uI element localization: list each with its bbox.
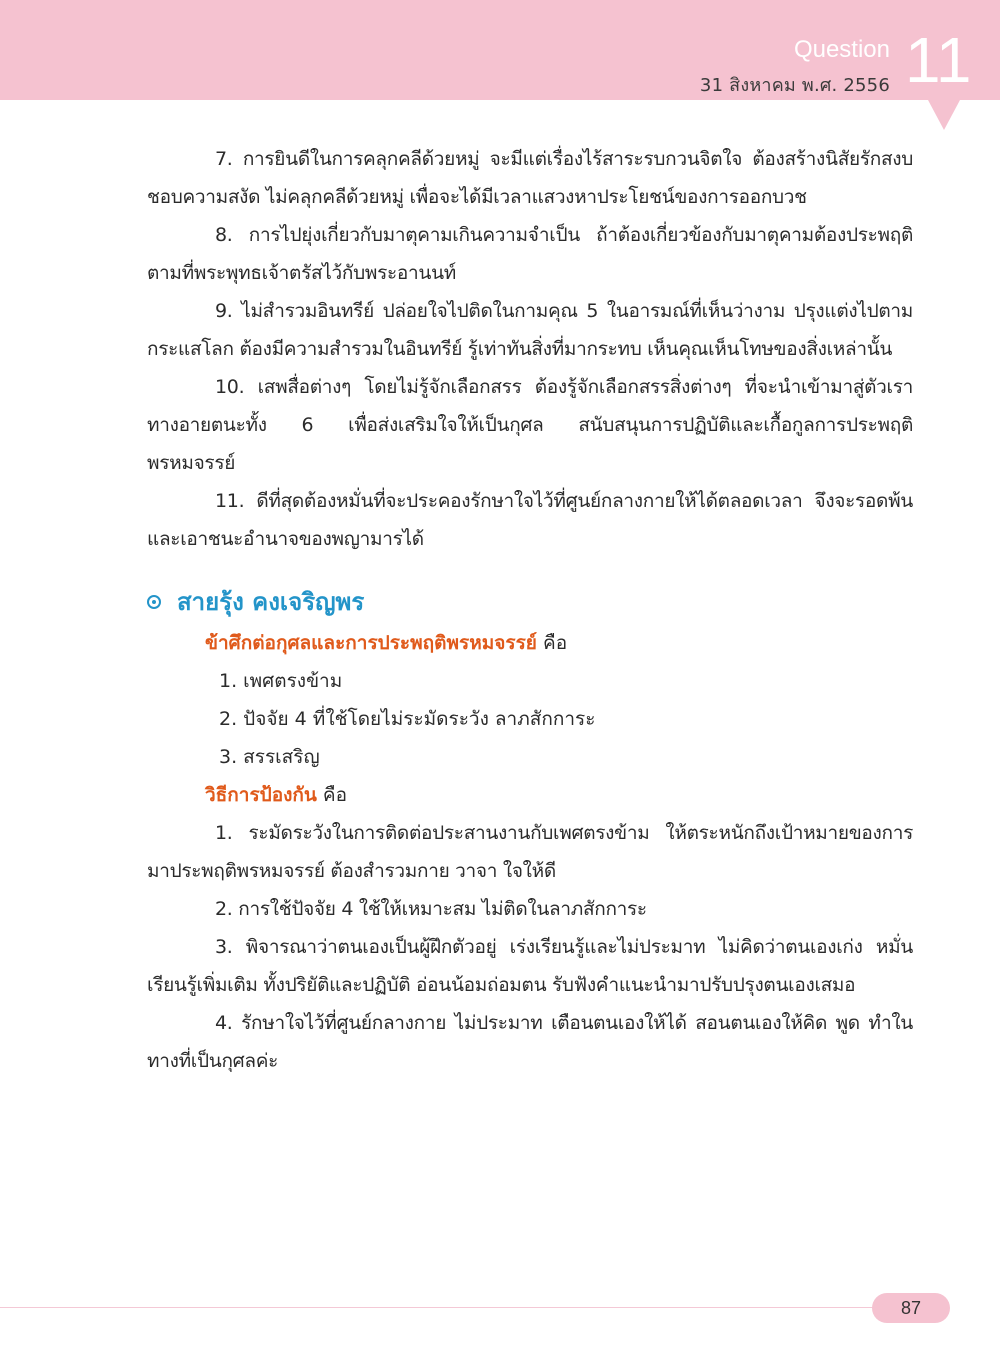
- paragraph-9: 9. ไม่สำรวมอินทรีย์ ปล่อยใจไปติดในกามคุณ 5 ในอารมณ์ที่เห็นว่างาม ปรุงแต่งไปตามกระแสโลก ต้องมีความสำรวมในอินทรีย์ รู้เท่าทันสิ่งที่มากระทบ เห็นคุณเห็นโทษของสิ่งเหล่านั้น: [147, 300, 913, 360]
- enemies-label: ข้าศึกต่อกุศลและการประพฤติพรหมจรรย์: [205, 632, 537, 654]
- header-label: Question: [793, 36, 890, 63]
- paragraph-7: 7. การยินดีในการคลุกคลีด้วยหมู่ จะมีแต่เรื่องไร้สาระรบกวนจิตใจ ต้องสร้างนิสัยรักสงบ ชอบความสงัด ไม่คลุกคลีด้วยหมู่ เพื่อจะได้มีเวลาแสวงหาประโยชน์ของการออกบวช: [147, 148, 913, 208]
- enemies-suffix: คือ: [536, 632, 568, 654]
- prevention-item: 1. ระมัดระวังในการติดต่อประสานงานกับเพศตรงข้าม ให้ตระหนักถึงเป้าหมายของการมาประพฤติพรหมจรรย์ ต้องสำรวมกาย วาจา ใจให้ดี: [147, 822, 913, 882]
- prevention-item: 4. รักษาใจไว้ที่ศูนย์กลางกาย ไม่ประมาท เตือนตนเองให้ได้ สอนตนเองให้คิด พูด ทำในทางที่เป็นกุศลค่ะ: [147, 1012, 913, 1072]
- header-date: 31 สิงหาคม พ.ศ. 2556: [699, 75, 890, 96]
- page-content: [147, 140, 913, 1080]
- prevention-subheading: [147, 776, 913, 814]
- prevention-item: 3. พิจารณาว่าตนเองเป็นผู้ฝึกตัวอยู่ เร่งเรียนรู้และไม่ประมาท ไม่คิดว่าตนเองเก่ง หมั่นเรียนรู้เพิ่มเติม ทั้งปริยัติและปฏิบัติ อ่อนน้อมถ่อมตน รับฟังคำแนะนำมาปรับปรุงตนเองเสมอ: [147, 936, 913, 996]
- prevention-label: วิธีการป้องกัน: [205, 784, 317, 806]
- section-heading: [147, 580, 913, 624]
- paragraph-10: 10. เสพสื่อต่างๆ โดยไม่รู้จักเลือกสรร ต้องรู้จักเลือกสรรสิ่งต่างๆ ที่จะนำเข้ามาสู่ตัวเราทางอายตนะทั้ง 6 เพื่อส่งเสริมใจให้เป็นกุศล สนับสนุนการปฏิบัติและเกื้อกูลการประพฤติพรหมจรรย์: [147, 376, 913, 474]
- enemy-item: 1. เพศตรงข้าม: [219, 670, 343, 692]
- enemies-subheading: [147, 624, 913, 662]
- prevention-item: 2. การใช้ปัจจัย 4 ใช้ให้เหมาะสม ไม่ติดในลาภสักการะ: [215, 898, 647, 920]
- paragraph-8: 8. การไปยุ่งเกี่ยวกับมาตุคามเกินความจำเป็น ถ้าต้องเกี่ยวข้องกับมาตุคามต้องประพฤติตามที่พระพุทธเจ้าตรัสไว้กับพระอานนท์: [147, 224, 913, 284]
- bullet-icon: [147, 595, 161, 609]
- enemy-item: 2. ปัจจัย 4 ที่ใช้โดยไม่ระมัดระวัง ลาภสักการะ: [219, 708, 596, 730]
- enemy-item: 3. สรรเสริญ: [219, 746, 320, 768]
- question-number: 11: [905, 24, 972, 96]
- section-author-name: สายรุ้ง คงเจริญพร: [177, 588, 365, 616]
- prevention-suffix: คือ: [316, 784, 348, 806]
- paragraph-11: 11. ดีที่สุดต้องหมั่นที่จะประคองรักษาใจไว้ที่ศูนย์กลางกายให้ได้ตลอดเวลา จึงจะรอดพ้นและเอาชนะอำนาจของพญามารได้: [147, 490, 913, 550]
- header-tab-marker: [928, 100, 960, 130]
- page-number: 87: [872, 1293, 950, 1323]
- footer-divider: [0, 1307, 880, 1308]
